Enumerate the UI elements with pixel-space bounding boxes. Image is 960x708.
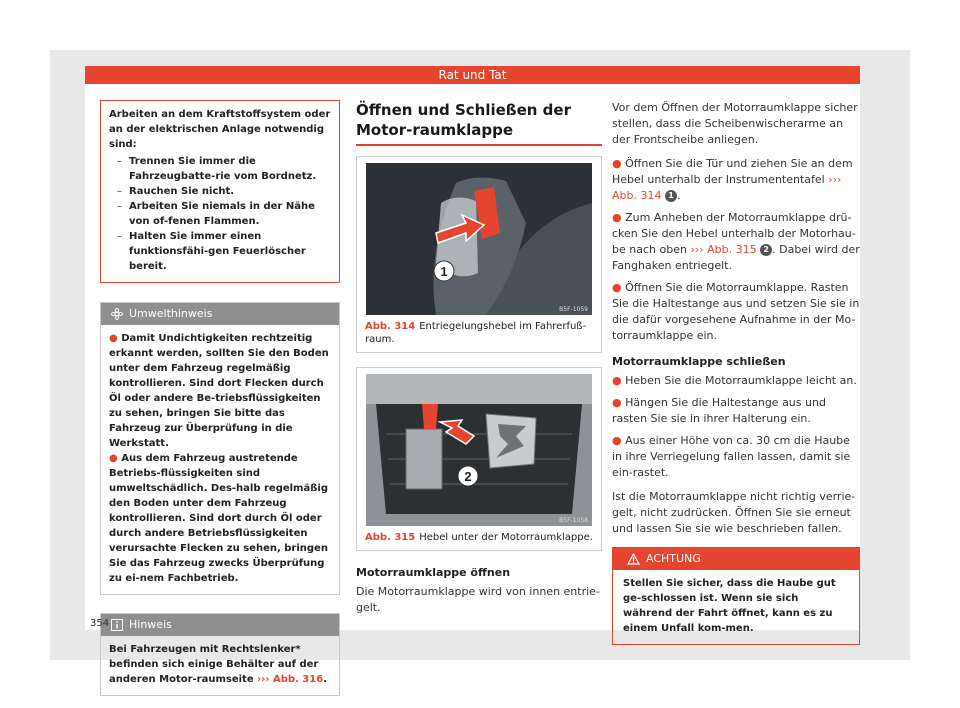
bullet-icon: ● bbox=[612, 396, 622, 409]
open-hood-title: Motorraumklappe öffnen bbox=[356, 566, 511, 579]
figure-caption: Abb. 315 Hebel unter der Motorraumklappe. bbox=[365, 532, 593, 543]
close-note: Ist die Motorraumklappe nicht richtig verrie-gelt, nicht zudrücken. Öffnen Sie sie erneut und lassen Sie sie wie beschrieben fallen. bbox=[612, 490, 856, 535]
page-header: Rat und Tat bbox=[85, 66, 860, 84]
leaf-icon bbox=[111, 308, 123, 320]
bullet-icon: ● bbox=[612, 374, 622, 387]
figure-callout: 2 bbox=[464, 469, 472, 484]
hint-box bbox=[100, 613, 340, 696]
close-step-item: ● Aus einer Höhe von ca. 30 cm die Haube in ihre Verriegelung fallen lassen, damit sie ein-rastet. bbox=[612, 434, 851, 479]
figure-label: Abb. 314 bbox=[365, 321, 416, 332]
figure-314 bbox=[356, 156, 602, 353]
bullet-icon: ● bbox=[612, 281, 622, 294]
caution-box bbox=[612, 547, 860, 645]
middle-column bbox=[356, 100, 602, 616]
environment-note-body bbox=[101, 325, 339, 594]
figure-link[interactable]: ››› Abb. 315 bbox=[690, 243, 757, 256]
page-number: 354 bbox=[90, 618, 110, 629]
callout-number: 1 bbox=[665, 190, 677, 202]
warning-item: – Arbeiten Sie niemals in der Nähe von of-fenen Flammen. bbox=[109, 199, 331, 229]
figure-callout: 1 bbox=[440, 264, 448, 279]
step-item: ● Öffnen Sie die Motorraumklappe. Rasten Sie die Haltestange aus und setzen Sie sie in die dafür vorgesehene Aufnahme in der Mo-torraumklappe ein. bbox=[612, 281, 860, 342]
hood-lever-photo bbox=[366, 374, 592, 526]
hint-header bbox=[101, 614, 339, 636]
warning-item: – Trennen Sie immer die Fahrzeugbatte-rie vom Bordnetz. bbox=[109, 154, 331, 184]
figure-link[interactable]: ››› Abb. 316 bbox=[257, 674, 324, 685]
open-hood-text: Die Motorraumklappe wird von innen entrie-gelt. bbox=[356, 585, 600, 614]
figure-link[interactable]: ››› Abb. 314 bbox=[612, 173, 842, 202]
hood-lever-illustration bbox=[366, 374, 592, 526]
release-lever-photo bbox=[366, 163, 592, 315]
warning-intro: Arbeiten an dem Kraftstoffsystem oder an der elektrischen Anlage notwendig sind: bbox=[109, 109, 331, 150]
section-title: Öffnen und Schließen der Motor-raumklappe bbox=[356, 100, 602, 146]
environment-note-title: Umwelthinweis bbox=[129, 307, 213, 320]
environment-note-item: ● Damit Undichtigkeiten rechtzeitig erkannt werden, sollten Sie den Boden unter dem Fahrzeug regelmäßig kontrollieren. Sind dort Flecken durch Öl oder andere Be-triebsflüssigkeiten zu sehen, bringen Sie bitte das Fahrzeug zur Überprüfung in die Werkstatt. bbox=[109, 333, 329, 449]
left-column bbox=[100, 100, 340, 696]
figure-code: B5F-1059 bbox=[559, 306, 588, 313]
close-step-item: ● Hängen Sie die Haltestange aus und rasten Sie sie in ihrer Halterung ein. bbox=[612, 396, 826, 425]
step-item: ● Zum Anheben der Motorraumklappe drü-cken Sie den Hebel unterhalb der Motorhau-be nach oben ››› Abb. 315 2 . Dabei wird der Fanghaken entriegelt. bbox=[612, 211, 860, 272]
warning-item: – Halten Sie immer einen funktionsfähi-gen Feuerlöscher bereit. bbox=[109, 229, 331, 274]
hint-title: Hinweis bbox=[129, 618, 172, 631]
release-lever-illustration bbox=[366, 163, 592, 315]
caution-body: Stellen Sie sicher, dass die Haube gut ge-schlossen ist. Wenn sie sich während der Fahrt öffnet, kann es zu einem Unfall kom-men. bbox=[623, 578, 836, 634]
info-icon bbox=[111, 619, 123, 631]
bullet-icon: ● bbox=[109, 453, 118, 464]
bullet-icon: ● bbox=[612, 157, 622, 170]
step-item: ● Öffnen Sie die Tür und ziehen Sie an dem Hebel unterhalb der Instrumententafel ››› Abb. 314 1 . bbox=[612, 157, 853, 202]
hint-body: Bei Fahrzeugen mit Rechtslenker* befinden sich einige Behälter auf der anderen Motor-raumseite ››› Abb. 316. bbox=[109, 644, 327, 685]
bullet-icon: ● bbox=[612, 434, 622, 447]
warning-triangle-icon bbox=[627, 553, 640, 565]
caution-title: ACHTUNG bbox=[646, 552, 701, 565]
environment-note-box bbox=[100, 302, 340, 595]
bullet-icon: ● bbox=[612, 211, 622, 224]
figure-code: B5F-1058 bbox=[559, 517, 588, 524]
bullet-icon: ● bbox=[109, 333, 118, 344]
caution-header bbox=[613, 548, 859, 570]
close-hood-title: Motorraumklappe schließen bbox=[612, 355, 786, 368]
figure-caption: Abb. 314 Entriegelungshebel im Fahrerfuß-raum. bbox=[365, 321, 587, 345]
close-step-item: ● Heben Sie die Motorraumklappe leicht an. bbox=[612, 374, 857, 387]
warning-list bbox=[109, 154, 331, 274]
right-column bbox=[612, 100, 860, 645]
warning-continuation-box bbox=[100, 100, 340, 283]
environment-note-header bbox=[101, 303, 339, 325]
environment-note-item: ● Aus dem Fahrzeug austretende Betriebs-flüssigkeiten sind umweltschädlich. Des-halb regelmäßig den Boden unter dem Fahrzeug kontrollieren. Sind dort durch Öl oder durch andere Betriebsflüssigkeiten verursachte Flecken zu sehen, bringen Sie das Fahrzeug zwecks Überprüfung zu ei-nem Fachbetrieb. bbox=[109, 453, 329, 584]
warning-item: – Rauchen Sie nicht. bbox=[109, 184, 331, 199]
intro-text: Vor dem Öffnen der Motorraumklappe sicher stellen, dass die Scheibenwischerarme an der Frontscheibe anliegen. bbox=[612, 101, 858, 146]
figure-315 bbox=[356, 367, 602, 551]
figure-label: Abb. 315 bbox=[365, 532, 416, 543]
callout-number: 2 bbox=[760, 244, 772, 256]
